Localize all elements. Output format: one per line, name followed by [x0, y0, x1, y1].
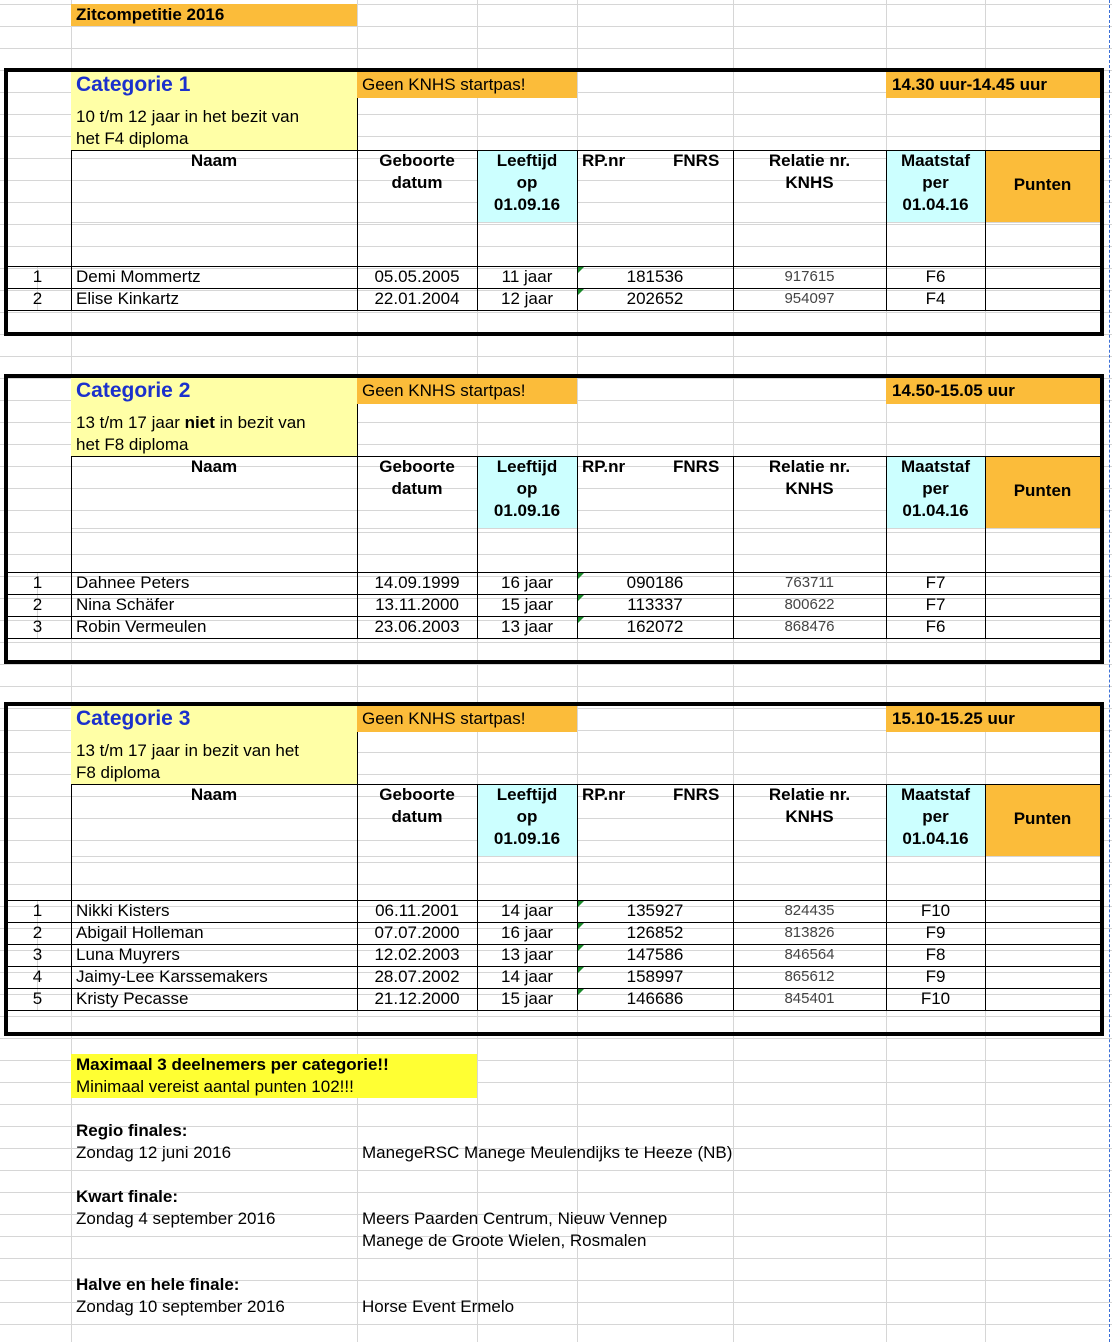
age: 16 jaar [501, 573, 553, 592]
page-break-line [1109, 0, 1110, 1342]
birth-date: 06.11.2001 [375, 901, 459, 920]
row-number: 2 [32, 289, 43, 308]
fnrs-number: 135927 [626, 901, 684, 920]
age: 14 jaar [501, 967, 553, 986]
fnrs-number: 126852 [626, 923, 684, 942]
rider-name: Nina Schäfer [76, 595, 175, 614]
relatie-number: 763711 [785, 574, 834, 591]
age: 14 jaar [501, 901, 553, 920]
description-emphasis: niet [184, 413, 215, 432]
leeftijd-header-1: Leeftijd [496, 457, 558, 476]
relatie-number: 846564 [784, 946, 835, 963]
maatstaf-value: F4 [925, 289, 946, 308]
kwart-finale-date: Zondag 4 september 2016 [76, 1209, 276, 1228]
rider-name: Abigail Holleman [76, 923, 204, 942]
halve-finale-heading: Halve en hele finale: [76, 1275, 240, 1294]
birth-date: 13.11.2000 [375, 595, 459, 614]
time-slot: 14.30 uur-14.45 uur [892, 75, 1047, 94]
table-top-line [71, 784, 1100, 785]
fnrs-header: FNRS [673, 785, 720, 804]
row-number: 2 [32, 923, 43, 942]
maatstaf-header-3: 01.04.16 [902, 501, 969, 520]
startpas-label: Geen KNHS startpas! [362, 381, 526, 400]
maatstaf-value: F8 [925, 945, 946, 964]
birth-date: 12.02.2003 [374, 945, 460, 964]
halve-finale-date: Zondag 10 september 2016 [76, 1297, 285, 1316]
age: 11 jaar [501, 267, 553, 286]
relatie-number: 868476 [784, 618, 835, 635]
relatie-header-2: KNHS [785, 479, 834, 498]
maatstaf-value: F7 [925, 595, 946, 614]
age: 13 jaar [501, 617, 553, 636]
maatstaf-header-1: Maatstaf [901, 457, 970, 476]
description-line-2: F8 diploma [76, 763, 161, 782]
rpnr-header: RP.nr [582, 785, 626, 804]
kwart-finale-location-1: Meers Paarden Centrum, Nieuw Vennep [362, 1209, 668, 1228]
notice-line-1: Maximaal 3 deelnemers per categorie!! [76, 1055, 389, 1074]
birth-date: 21.12.2000 [374, 989, 460, 1008]
regio-finale-heading: Regio finales: [76, 1121, 188, 1140]
maatstaf-value: F6 [925, 617, 946, 636]
relatie-number: 800622 [784, 596, 835, 613]
fnrs-number: 202652 [626, 289, 684, 308]
rider-name: Robin Vermeulen [76, 617, 207, 636]
geboorte-header-2: datum [391, 807, 443, 826]
regio-finale-location: ManegeRSC Manege Meulendijks te Heeze (NB) [362, 1143, 733, 1162]
description-line-2: het F8 diploma [76, 435, 189, 454]
startpas-label: Geen KNHS startpas! [362, 75, 526, 94]
leeftijd-header-2: op [516, 807, 538, 826]
fnrs-number: 113337 [627, 595, 683, 614]
maatstaf-value: F9 [925, 967, 946, 986]
description-line-2: het F4 diploma [76, 129, 189, 148]
table-top-line [71, 150, 1100, 151]
column-line [71, 456, 72, 638]
category-title: Categorie 2 [76, 379, 191, 402]
row-number: 1 [32, 267, 43, 286]
punten-header: Punten [1013, 175, 1072, 194]
fnrs-number: 147586 [626, 945, 684, 964]
age: 15 jaar [501, 989, 553, 1008]
relatie-header-1: Relatie nr. [768, 785, 851, 804]
time-slot: 15.10-15.25 uur [892, 709, 1015, 728]
maatstaf-value: F6 [925, 267, 946, 286]
row-number: 2 [32, 595, 43, 614]
table-top-line [71, 456, 1100, 457]
description-line-1 [76, 412, 306, 434]
relatie-number: 917615 [784, 268, 835, 285]
leeftijd-header-2: op [516, 479, 538, 498]
age: 12 jaar [501, 289, 553, 308]
halve-finale-location: Horse Event Ermelo [362, 1297, 515, 1316]
column-line [985, 456, 986, 638]
column-line [985, 150, 986, 310]
rows-bottom-line [4, 310, 1100, 311]
birth-date: 23.06.2003 [374, 617, 460, 636]
leeftijd-header-3: 01.09.16 [493, 501, 561, 520]
rider-name: Kristy Pecasse [76, 989, 189, 1008]
rider-name: Elise Kinkartz [76, 289, 179, 308]
maatstaf-header-1: Maatstaf [901, 151, 970, 170]
fnrs-number: 158997 [626, 967, 684, 986]
naam-header: Naam [190, 785, 238, 804]
fnrs-header: FNRS [673, 151, 720, 170]
maatstaf-value: F9 [925, 923, 946, 942]
kwart-finale-location-2: Manege de Groote Wielen, Rosmalen [362, 1231, 647, 1250]
page-title: Zitcompetitie 2016 [76, 5, 225, 24]
age: 15 jaar [501, 595, 553, 614]
leeftijd-header-3: 01.09.16 [493, 829, 561, 848]
column-line [985, 784, 986, 1010]
maatstaf-header-2: per [922, 173, 949, 192]
maatstaf-value: F10 [920, 901, 951, 920]
naam-header: Naam [190, 151, 238, 170]
category-title: Categorie 1 [76, 73, 191, 96]
maatstaf-header-2: per [922, 479, 949, 498]
column-line [71, 150, 72, 310]
maatstaf-value: F7 [925, 573, 946, 592]
fnrs-header: FNRS [673, 457, 720, 476]
geboorte-header-2: datum [391, 173, 443, 192]
relatie-number: 813826 [784, 924, 835, 941]
leeftijd-header-1: Leeftijd [496, 151, 558, 170]
geboorte-header-2: datum [391, 479, 443, 498]
notice-line-2: Minimaal vereist aantal punten 102!!! [76, 1077, 354, 1096]
geboorte-header-1: Geboorte [379, 785, 455, 804]
maatstaf-header-1: Maatstaf [901, 785, 970, 804]
header-sub-line [71, 528, 1100, 529]
row-number: 3 [32, 617, 43, 636]
maatstaf-header-3: 01.04.16 [902, 195, 969, 214]
description-line-1: 10 t/m 12 jaar in het bezit van [76, 107, 300, 126]
fnrs-number: 181536 [626, 267, 684, 286]
row-number: 1 [32, 901, 43, 920]
fnrs-number: 162072 [626, 617, 684, 636]
relatie-number: 845401 [784, 990, 835, 1007]
row-number: 5 [32, 989, 43, 1008]
maatstaf-header-3: 01.04.16 [902, 829, 969, 848]
column-line [71, 784, 72, 1010]
kwart-finale-heading: Kwart finale: [76, 1187, 179, 1206]
fnrs-number: 146686 [626, 989, 684, 1008]
relatie-number: 865612 [784, 968, 835, 985]
rider-name: Nikki Kisters [76, 901, 170, 920]
time-slot: 14.50-15.05 uur [892, 381, 1015, 400]
birth-date: 05.05.2005 [374, 267, 460, 286]
row-number: 1 [32, 573, 43, 592]
age: 13 jaar [501, 945, 553, 964]
leeftijd-header-1: Leeftijd [496, 785, 558, 804]
naam-header: Naam [190, 457, 238, 476]
punten-header: Punten [1013, 809, 1072, 828]
description-part: 13 t/m 17 jaar [76, 413, 185, 432]
header-sub-line [71, 856, 1100, 857]
row-number: 3 [32, 945, 43, 964]
maatstaf-value: F10 [920, 989, 951, 1008]
rpnr-header: RP.nr [582, 151, 626, 170]
birth-date: 07.07.2000 [374, 923, 460, 942]
header-sub-line [71, 222, 1100, 223]
rows-bottom-line [4, 638, 1100, 639]
description-line-1: 13 t/m 17 jaar in bezit van het [76, 741, 300, 760]
startpas-label: Geen KNHS startpas! [362, 709, 526, 728]
age: 16 jaar [501, 923, 553, 942]
rows-bottom-line [4, 1010, 1100, 1011]
birth-date: 14.09.1999 [374, 573, 460, 592]
regio-finale-date: Zondag 12 juni 2016 [76, 1143, 232, 1162]
birth-date: 28.07.2002 [374, 967, 460, 986]
leeftijd-header-2: op [516, 173, 538, 192]
geboorte-header-1: Geboorte [379, 457, 455, 476]
birth-date: 22.01.2004 [374, 289, 460, 308]
leeftijd-header-3: 01.09.16 [493, 195, 561, 214]
category-title: Categorie 3 [76, 707, 191, 730]
row-number: 4 [32, 967, 43, 986]
rider-name: Dahnee Peters [76, 573, 190, 592]
relatie-header-1: Relatie nr. [768, 457, 851, 476]
rider-name: Demi Mommertz [76, 267, 201, 286]
punten-header: Punten [1013, 481, 1072, 500]
rpnr-header: RP.nr [582, 457, 626, 476]
relatie-header-2: KNHS [785, 807, 834, 826]
rider-name: Jaimy-Lee Karssemakers [76, 967, 268, 986]
geboorte-header-1: Geboorte [379, 151, 455, 170]
relatie-header-2: KNHS [785, 173, 834, 192]
rider-name: Luna Muyrers [76, 945, 180, 964]
fnrs-number: 090186 [626, 573, 684, 592]
maatstaf-header-2: per [922, 807, 949, 826]
description-part: in bezit van [214, 413, 306, 432]
relatie-number: 824435 [784, 902, 835, 919]
relatie-number: 954097 [784, 290, 835, 307]
relatie-header-1: Relatie nr. [768, 151, 851, 170]
